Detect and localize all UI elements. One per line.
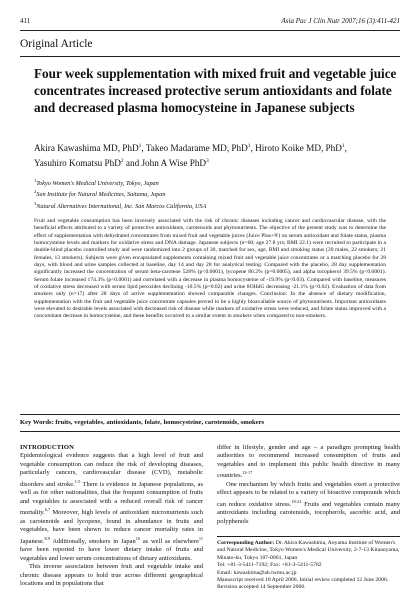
affiliation-text: Sun Institute for Natural Medicines, Saitama, Japan <box>36 191 166 199</box>
author-name: John A Wise <box>141 157 188 168</box>
affiliation-number: 1 <box>34 178 37 183</box>
body-text: Fruits and vegetables contain many antioxidants including carotenoids, tocopherols, ascorbic acid, and polyphenols <box>217 501 400 525</box>
author-line-1 <box>34 140 399 155</box>
article-title: Four week supplementation with mixed fruit and vegetable juice concentrates increased protective serum antioxidants and folate and decreased plasma homocysteine in Japanese subjects <box>34 66 397 115</box>
affiliation-marker: 3 <box>206 157 209 164</box>
body-paragraph: This inverse association between fruit and vegetable intake and chronic disease appears to hold true across different geographical locations and in populations that <box>20 563 203 588</box>
affiliation-marker: 1 <box>247 143 251 149</box>
citation: 11 <box>198 535 204 541</box>
keywords-rule-top <box>20 414 400 415</box>
body-text: There is evidence in Japanese populations, as well as for other nationalities, that the frequent consumption of fruits and vegetables is associated with a reduced overall risk of cancer mortality. <box>20 480 203 517</box>
author-degree: PhD <box>187 157 207 168</box>
author-degree: MD, PhD <box>209 143 248 154</box>
author-name: Hiroto Koike <box>255 143 304 154</box>
body-paragraph <box>217 444 400 481</box>
article-type-rule <box>20 56 400 57</box>
author-separator: , <box>141 143 146 154</box>
correspondence-address <box>217 540 400 562</box>
citation: 10 <box>135 535 140 541</box>
author-name: Akira Kawashima <box>34 143 101 154</box>
body-text: Moreover, high levels of antioxidant micronutrients such as carotenoids and lycopene, found in abundance in fruits and vegetables, have been shown to reduce cancer mortality rates in Japanese. <box>20 509 203 545</box>
affiliation-marker: 1 <box>341 143 345 149</box>
body-text: as well as elsewhere <box>140 537 199 545</box>
correspondence-box <box>217 536 400 592</box>
author-name: Takeo Madarame <box>145 143 210 154</box>
author-degree: MD, PhD <box>100 143 139 154</box>
affiliation-marker: 2 <box>120 157 124 164</box>
body-paragraph <box>217 481 400 526</box>
manuscript-dates: Manuscript received 18 April 2006. Initial review completed 12 June 2006. Revision accepted 14 September 2006. <box>217 577 389 591</box>
author-line-2 <box>34 155 399 170</box>
citation: 18-22 <box>291 498 302 504</box>
affiliation-number: 3 <box>34 200 37 206</box>
citation: 8,9 <box>44 535 50 541</box>
keywords-rule-bottom <box>20 431 400 432</box>
correspondence-text: Dr. Akira Kawashima, Aoyama Institute of Women's and Natural Medicine, Tokyo Women's Medical University, 2-7-13 Kitaaoyama, Minato-ku, Tokyo 107-0061, Japan <box>217 540 400 561</box>
author-degree: PhD <box>102 157 121 168</box>
page-number: 411 <box>20 17 31 25</box>
affiliation-text: Tokyo Women's Medical University, Tokyo, Japan <box>36 180 159 188</box>
article-type: Original Article <box>20 38 93 50</box>
author-list <box>34 140 399 169</box>
header-rule <box>20 30 400 31</box>
citation: 1-5 <box>74 478 81 484</box>
section-heading: INTRODUCTION <box>20 444 74 451</box>
abstract: Fruit and vegetable consumption has been inversely associated with the risk of chronic diseases including cancer and cardiovascular disease, with the beneficial effects attributed to a variety of protective antioxidants, carotenoids and phytonutrients. The objective of the present study was to determine the effect of supplementation with dehydrated concentrates from mixed fruit and vegetable juices (Juice Plus+®) on serum antioxidant and folate status, plasma homocysteine levels and markers for oxidative stress and DNA damage. Japanese subjects (n=60; age 27.8 yrs; BMI 22.1) were recruited to participate in a double-blind placebo controlled study and were randomized into 2 groups of 30, matched for sex, age, BMI and smoking status (39 males, 22 smokers; 21 females, 13 smokers). Subjects were given encapsulated supplements containing mixed fruit and vegetable juice concentrates or a matching placebo for 28 days, with blood and urine samples collected at baseline, day 14 and day 28 for analytical testing. Compared with the placebo, 28 day supplementation significantly increased the concentration of serum beta-carotene 528% (p<0.0001), lycopene 80.2% (p=0.0005), and alpha tocopherol 39.5% (p<0.0001). Serum folate increased 174.3% (p<0.0001) and correlated with a decrease in plasma homocysteine of -19.9% (p<0.03). Compared with baseline, measures of oxidative stress decreased with serum lipid peroxides declining -10.5% (p=0.02) and urine 8OHdG decreasing -21.1% (p<0.02). Evaluation of data from smokers only (n=17) after 28 days of active supplementation showed comparable changes. Conclusion: In the absence of dietary modification, supplementation with the fruit and vegetable juice concentrate capsules proved to be a highly bioavailable source of phytonutrients. Important antioxidants were elevated to desirable levels associated with decreased risk of disease while markers of oxidative stress were reduced, and folate status improved with a concomitant decrease in homocysteine, and these benefits occurred to a similar extent in smokers when compared to non-smokers. <box>34 218 386 320</box>
keywords <box>20 419 400 426</box>
affiliation-item <box>34 188 399 199</box>
citation: 12-17 <box>242 470 253 476</box>
author-separator: , <box>344 143 347 154</box>
affiliation-item <box>34 177 399 188</box>
keywords-label: Key Words: <box>20 419 54 426</box>
body-paragraph <box>20 452 203 563</box>
correspondence-label: Corresponding Author: <box>217 540 275 546</box>
body-text: One mechanism by which fruits and vegetables exert a protective effect appears to be related to a variety of bioactive compounds which can reduce oxidative stress. <box>217 480 400 508</box>
affiliation-marker: 1 <box>138 143 142 149</box>
body-column-right <box>217 444 400 526</box>
journal-reference: Asia Pac J Clin Nutr 2007;16 (3):411-421 <box>281 17 400 25</box>
author-separator: and <box>123 157 142 168</box>
correspondence-email[interactable]: Email: kawashima@ah.twmu.ac.jp <box>217 569 297 576</box>
affiliation-list <box>34 177 399 211</box>
running-head <box>20 17 400 27</box>
body-text: differ in lifestyle, gender and age – a paradigm prompting health authorities to recommend increased consumption of fruits and vegetables and to implement this public health directive in many countries. <box>217 444 400 480</box>
author-name: Yasuhiro Komatsu <box>34 157 103 168</box>
author-degree: MD, PhD <box>303 143 342 154</box>
author-separator: , <box>250 143 256 154</box>
affiliation-item <box>34 200 399 211</box>
citation: 6,7 <box>44 507 51 513</box>
affiliation-text: Natural Alternatives International, Inc. San Marcos California, USA <box>36 202 207 210</box>
body-text: Additionally, smokers in Japan <box>49 537 136 545</box>
body-text: Epidemiological evidence suggests that a high level of fruit and vegetable consumption can reduce the risk of developing diseases, particularly cancers, cardiovascular disease (CVD), metabolic disorders and stroke. <box>20 452 203 488</box>
affiliation-number: 2 <box>34 189 37 195</box>
keywords-text: fruits, vegetables, antioxidants, folate, homocysteine, carotenoids, smokers <box>55 419 265 426</box>
body-column-left <box>20 444 203 589</box>
correspondence-phone: Tel: +81-3-5411-7192; Fax: +81-3-5411-5782 <box>217 562 322 569</box>
body-text: have been reported to have lower dietary intake of fruits and vegetables and lower serum concentrations of dietary antioxidants. <box>20 546 203 562</box>
